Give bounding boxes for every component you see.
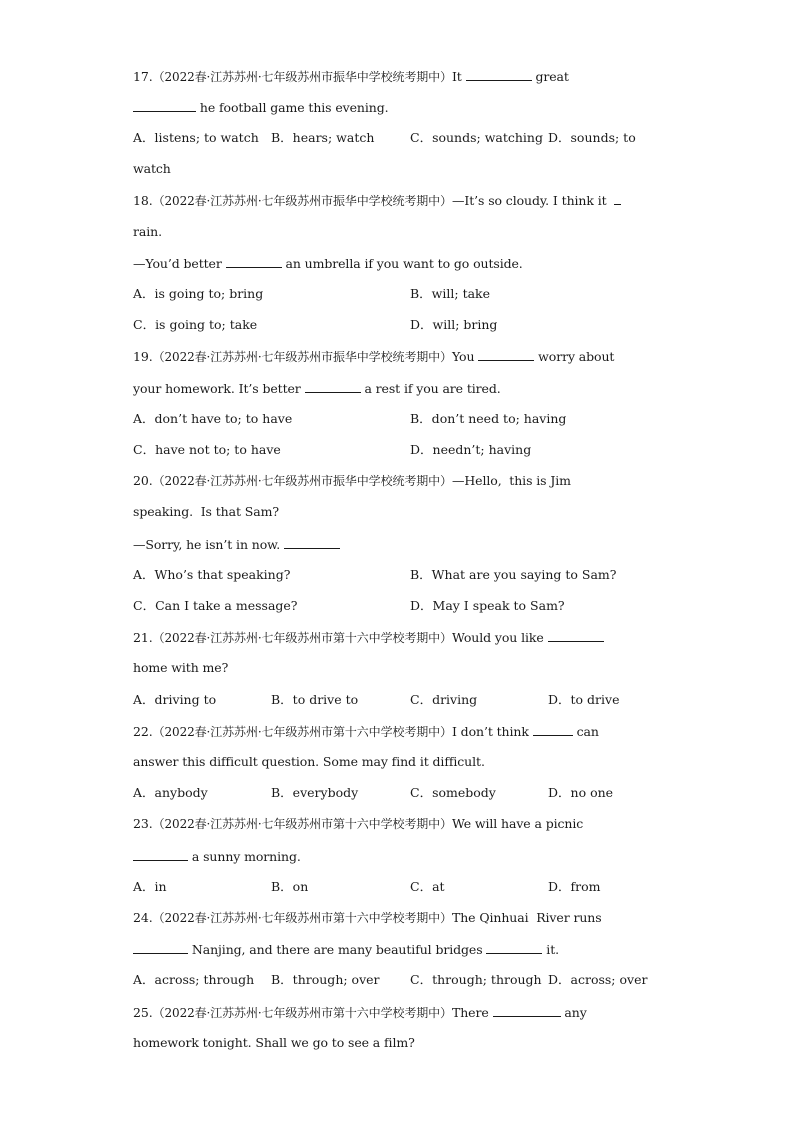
answer-blank [133,941,188,954]
answer-blank [478,348,534,361]
question-17-option-c: C．sounds; watching [410,130,543,145]
question-21-option-a: A．driving to [133,692,217,707]
question-25-stem: 25.（2022春·江苏苏州·七年级苏州市第十六中学校考期中）There any [133,1005,587,1020]
question-23-option-b: B．on [271,879,309,894]
question-24-option-d: D．across; over [548,972,648,987]
question-20-option-c: C．Can I take a message? [133,598,298,613]
answer-blank [466,68,532,81]
question-25-stem-line2: homework tonight. Shall we go to see a film? [133,1035,415,1050]
question-18-stem-line3: —You’d better an umbrella if you want to go outside. [133,256,523,271]
question-17-stem: 17.（2022春·江苏苏州·七年级苏州市振华中学校统考期中）It great [133,69,569,84]
answer-blank [133,848,188,861]
question-18-option-d: D．will; bring [410,317,498,332]
question-22-option-c: C．somebody [410,785,496,800]
question-18-stem: 18.（2022春·江苏苏州·七年级苏州市振华中学校统考期中）—It’s so cloudy. I think it [133,192,621,209]
question-21-stem-line2: home with me? [133,660,229,675]
question-22-stem: 22.（2022春·江苏苏州·七年级苏州市第十六中学校考期中）I don’t think can [133,724,599,739]
question-24-stem: 24.（2022春·江苏苏州·七年级苏州市第十六中学校考期中）The Qinhuai River runs [133,910,602,925]
question-21-option-d: D．to drive [548,692,620,707]
answer-blank [493,1004,561,1017]
answer-blank [305,380,361,393]
answer-blank [548,629,604,642]
question-24-option-b: B．through; over [271,972,380,987]
question-20-stem: 20.（2022春·江苏苏州·七年级苏州市振华中学校统考期中）—Hello, this is Jim [133,473,571,488]
question-17-option-d-wrap: watch [133,161,171,176]
question-23-option-c: C．at [410,879,445,894]
question-20-option-d: D．May I speak to Sam? [410,598,565,613]
question-18-option-a: A．is going to; bring [133,286,264,301]
answer-blank [226,255,282,268]
question-21-option-b: B．to drive to [271,692,359,707]
question-20-stem-line2: speaking. Is that Sam? [133,504,279,519]
question-19-option-a: A．don’t have to; to have [133,411,293,426]
question-19-option-b: B．don’t need to; having [410,411,567,426]
question-24-option-a: A．across; through [133,972,255,987]
question-18-stem-line2: rain. [133,224,162,239]
question-19-option-d: D．needn’t; having [410,442,532,457]
question-23-stem: 23.（2022春·江苏苏州·七年级苏州市第十六中学校考期中）We will have a picnic [133,816,584,831]
question-17-option-d: D．sounds; to [548,130,636,145]
question-23-option-d: D．from [548,879,601,894]
question-20-option-a: A．Who’s that speaking? [133,567,291,582]
question-23-stem-line2: a sunny morning. [133,848,301,865]
question-20-stem-line3: —Sorry, he isn’t in now. [133,536,340,553]
question-17-stem-line2: he football game this evening. [133,99,389,116]
question-19-stem: 19.（2022春·江苏苏州·七年级苏州市振华中学校统考期中）You worry about [133,349,615,364]
question-22-option-b: B．everybody [271,785,359,800]
question-21-option-c: C．driving [410,692,478,707]
answer-blank [486,941,542,954]
answer-blank [614,192,621,205]
question-21-stem: 21.（2022春·江苏苏州·七年级苏州市第十六中学校考期中）Would you like [133,629,604,646]
question-20-option-b: B．What are you saying to Sam? [410,567,617,582]
question-19-stem-line2: your homework. It’s better a rest if you are tired. [133,381,501,396]
question-17-option-b: B．hears; watch [271,130,375,145]
question-22-option-a: A．anybody [133,785,208,800]
question-17-option-a: A．listens; to watch [133,130,259,145]
answer-blank [533,723,573,736]
answer-blank [133,99,196,112]
question-22-option-d: D．no one [548,785,614,800]
question-18-option-b: B．will; take [410,286,491,301]
question-19-option-c: C．have not to; to have [133,442,281,457]
answer-blank [284,536,340,549]
question-18-option-c: C．is going to; take [133,317,258,332]
question-24-stem-line2: Nanjing, and there are many beautiful bridges it. [133,941,559,958]
question-23-option-a: A．in [133,879,167,894]
question-24-option-c: C．through; through [410,972,542,987]
question-22-stem-line2: answer this difficult question. Some may find it difficult. [133,754,485,769]
